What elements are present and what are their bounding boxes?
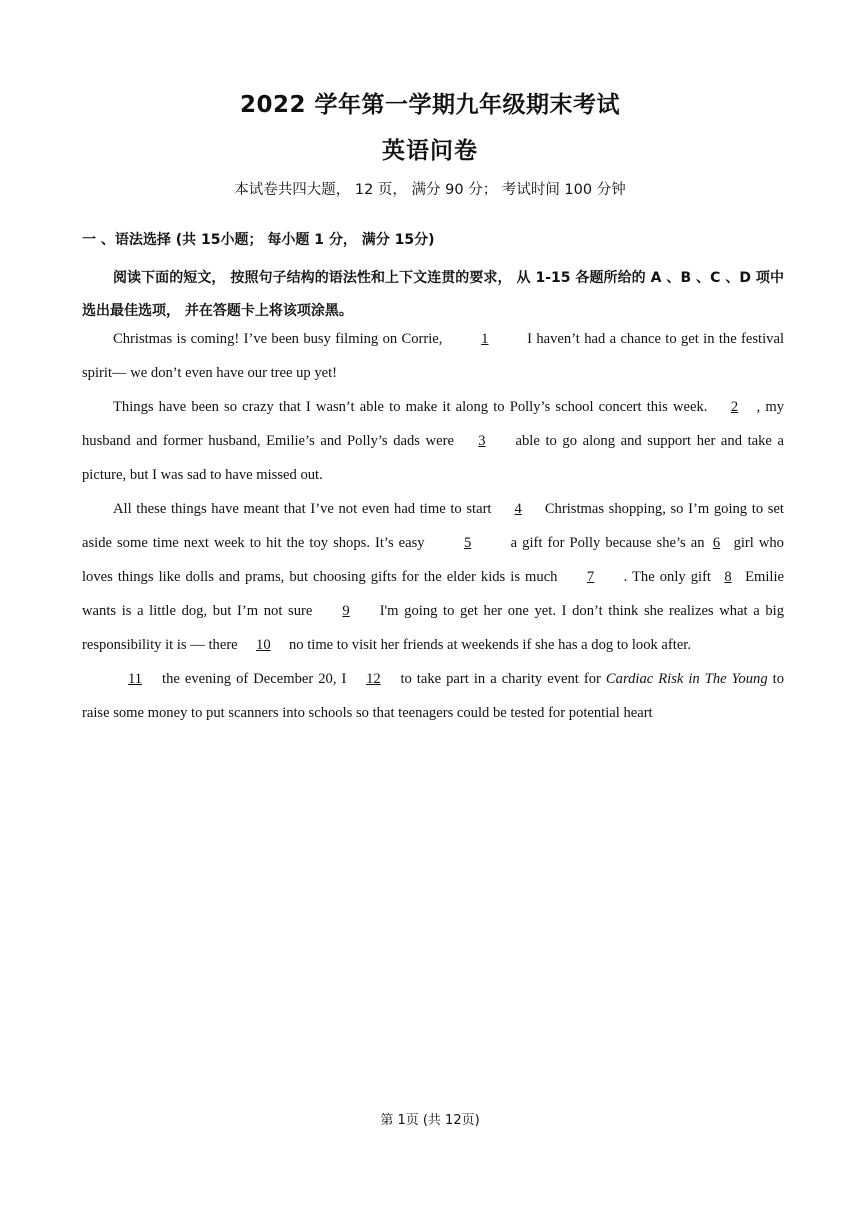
passage-text: Christmas is coming! I’ve been busy filming on Corrie, xyxy=(113,331,443,347)
blank-11: 11 xyxy=(127,671,143,687)
blank-4: 4 xyxy=(514,501,522,517)
passage-text: I haven’t had a chance to get in the festival spirit— we don’t even have our tree up yet! xyxy=(82,331,784,381)
section-instructions: 阅读下面的短文， 按照句子结构的语法性和上下文连贯的要求， 从 1-15 各题所给的 A 、B 、C 、D 项中选出最佳选项， 并在答题卡上将该项涂黑。 xyxy=(82,270,784,319)
blank-3: 3 xyxy=(478,433,486,449)
passage-text: to take part in a charity event for xyxy=(400,671,601,687)
blank-9: 9 xyxy=(342,603,350,619)
paragraph-3 xyxy=(82,492,784,662)
reading-passage xyxy=(82,322,784,730)
paragraph-1 xyxy=(82,322,784,390)
blank-1: 1 xyxy=(481,331,489,347)
passage-text: to raise some money to put scanners into schools so that teenagers could be tested for potential heart xyxy=(82,671,785,721)
page-footer: 第 1页 (共 12页) xyxy=(380,1113,480,1128)
passage-text: girl who loves things like dolls and prams, but choosing gifts for the elder kids is much xyxy=(82,535,784,585)
paragraph-4 xyxy=(82,662,784,730)
exam-subtitle: 英语问卷 xyxy=(382,138,478,164)
blank-12: 12 xyxy=(366,671,381,687)
passage-text: I'm going to get her one yet. I don’t think she realizes what a big responsibility it is — there xyxy=(82,603,785,653)
paragraph-2 xyxy=(82,390,784,492)
italic-event-name: Cardiac Risk in The Young xyxy=(605,671,768,687)
section-heading: 一 、语法选择 (共 15小题； 每小题 1 分， 满分 15分) xyxy=(82,232,435,248)
blank-8: 8 xyxy=(724,569,732,585)
blank-2: 2 xyxy=(730,399,739,415)
blank-6: 6 xyxy=(712,535,721,551)
passage-text: , my husband and former husband, Emilie’s and Polly’s dads were xyxy=(82,399,785,449)
passage-text: a gift for Polly because she’s an xyxy=(510,535,705,551)
passage-text: Christmas shopping, so I’m going to set aside some time next week to hit the toy shops. It’s easy xyxy=(82,501,784,551)
passage-text: . The only gift xyxy=(623,569,711,585)
passage-text: All these things have meant that I’ve not even had time to start xyxy=(113,501,492,517)
exam-info: 本试卷共四大题， 12 页， 满分 90 分； 考试时间 100 分钟 xyxy=(234,182,626,198)
blank-7: 7 xyxy=(586,569,595,585)
passage-text: no time to visit her friends at weekends if she has a dog to look after. xyxy=(288,637,692,653)
passage-text: the evening of December 20, I xyxy=(162,671,347,687)
blank-5: 5 xyxy=(463,535,472,551)
blank-10: 10 xyxy=(256,637,271,653)
passage-text: Things have been so crazy that I wasn’t able to make it along to Polly’s school concert this week. xyxy=(113,399,708,415)
exam-title: 2022 学年第一学期九年级期末考试 xyxy=(239,92,621,118)
passage-text: Emilie wants is a little dog, but I’m not sure xyxy=(82,569,784,619)
passage-text: able to go along and support her and take a picture, but I was sad to have missed out. xyxy=(82,433,784,483)
